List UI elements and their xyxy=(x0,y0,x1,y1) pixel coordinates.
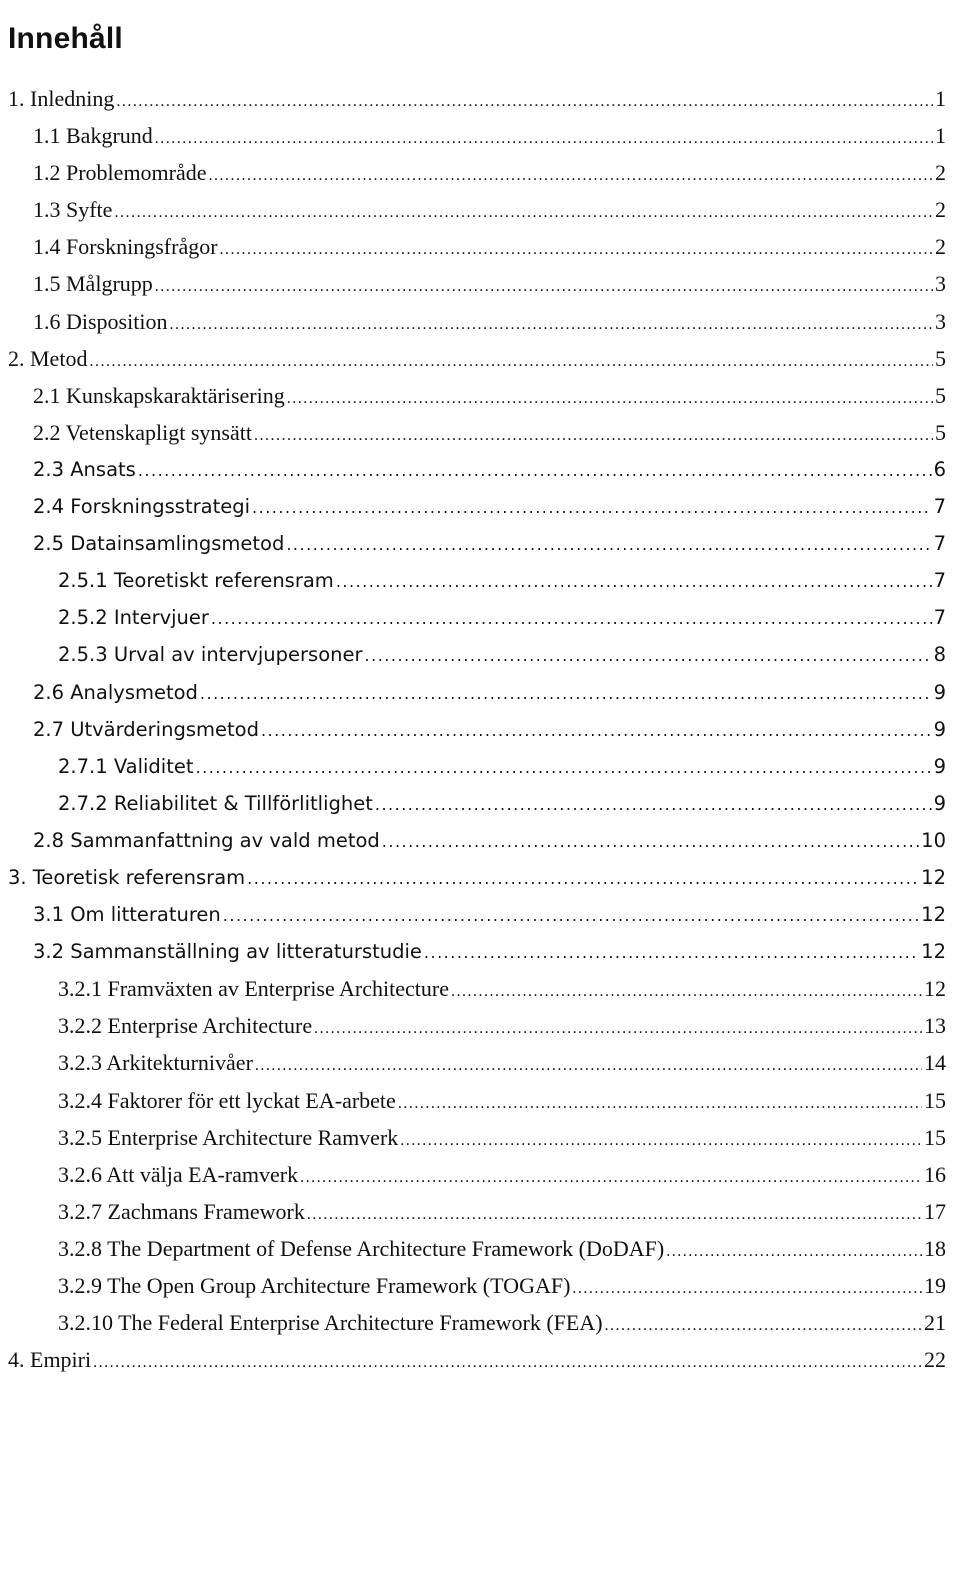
dot-leader xyxy=(116,83,933,120)
toc-entry[interactable] xyxy=(0,1044,946,1081)
toc-entry[interactable] xyxy=(0,896,946,933)
toc-entry-page-number: 14 xyxy=(924,1050,946,1076)
dot-leader xyxy=(336,563,932,600)
toc-entry[interactable] xyxy=(0,636,946,673)
toc-entry-title: 1.4 Forskningsfrågor xyxy=(33,234,218,260)
toc-entry-title: 2.5.3 Urval av intervjupersoner xyxy=(58,643,363,667)
toc-heading: Innehåll xyxy=(8,22,123,56)
toc-entry-title: 4. Empiri xyxy=(8,1347,92,1373)
toc-entry-page-number: 9 xyxy=(933,791,946,815)
toc-entry-title: 3.2.7 Zachmans Framework xyxy=(58,1198,305,1224)
toc-entry-title: 2.6 Analysmetod xyxy=(33,680,198,704)
dot-leader xyxy=(155,120,933,157)
toc-entry[interactable] xyxy=(0,1156,946,1193)
toc-entry-page-number: 12 xyxy=(921,865,946,889)
dot-leader xyxy=(398,1085,922,1122)
toc-entry-title: 2.5.2 Intervjuer xyxy=(58,606,209,630)
toc-entry-page-number: 5 xyxy=(935,382,946,408)
table-of-contents xyxy=(0,80,946,1378)
toc-entry[interactable] xyxy=(0,1119,946,1156)
dot-leader xyxy=(314,1010,922,1047)
toc-entry-title: 3.2.3 Arkitekturnivåer xyxy=(58,1050,253,1076)
toc-entry[interactable] xyxy=(0,1082,946,1119)
toc-entry-page-number: 7 xyxy=(933,606,946,630)
toc-entry-page-number: 9 xyxy=(933,717,946,741)
dot-leader xyxy=(93,1344,922,1381)
toc-entry-title: 1.2 Problemområde xyxy=(33,160,207,186)
dot-leader xyxy=(200,675,932,712)
toc-entry-page-number: 15 xyxy=(924,1087,946,1113)
toc-entry[interactable] xyxy=(0,1341,946,1378)
toc-entry-title: 3.1 Om litteraturen xyxy=(33,903,221,927)
toc-entry[interactable] xyxy=(0,785,946,822)
toc-entry-page-number: 12 xyxy=(921,940,946,964)
toc-entry[interactable] xyxy=(0,451,946,488)
toc-entry[interactable] xyxy=(0,1193,946,1230)
toc-entry[interactable] xyxy=(0,191,946,228)
toc-entry-page-number: 10 xyxy=(921,828,946,852)
toc-entry-title: 1.3 Syfte xyxy=(33,197,113,223)
toc-entry[interactable] xyxy=(0,1267,946,1304)
toc-entry[interactable] xyxy=(0,303,946,340)
toc-entry-page-number: 2 xyxy=(935,160,946,186)
toc-entry-title: 2.3 Ansats xyxy=(33,457,136,481)
toc-entry[interactable] xyxy=(0,1304,946,1341)
dot-leader xyxy=(209,157,933,194)
toc-entry[interactable] xyxy=(0,228,946,265)
dot-leader xyxy=(365,637,932,674)
dot-leader xyxy=(223,897,919,934)
dot-leader xyxy=(286,526,931,563)
toc-entry-title: 3.2.6 Att välja EA-ramverk xyxy=(58,1161,299,1187)
dot-leader xyxy=(138,452,932,489)
toc-entry-title: 1.1 Bakgrund xyxy=(33,123,153,149)
toc-entry[interactable] xyxy=(0,488,946,525)
toc-entry-page-number: 18 xyxy=(924,1235,946,1261)
dot-leader xyxy=(247,860,919,897)
toc-entry[interactable] xyxy=(0,859,946,896)
toc-entry[interactable] xyxy=(0,674,946,711)
dot-leader xyxy=(196,749,932,786)
toc-entry-page-number: 22 xyxy=(924,1347,946,1373)
dot-leader xyxy=(255,1047,922,1084)
dot-leader xyxy=(89,343,933,380)
dot-leader xyxy=(400,1122,922,1159)
dot-leader xyxy=(572,1270,922,1307)
toc-entry-page-number: 1 xyxy=(935,86,946,111)
toc-entry-title: 2.7.2 Reliabilitet & Tillförlitlighet xyxy=(58,791,373,815)
toc-entry-page-number: 9 xyxy=(933,680,946,704)
toc-entry-title: 3.2.4 Faktorer för ett lyckat EA-arbete xyxy=(58,1087,396,1113)
toc-entry[interactable] xyxy=(0,933,946,970)
toc-entry-page-number: 2 xyxy=(935,197,946,223)
toc-entry-page-number: 12 xyxy=(921,903,946,927)
toc-entry[interactable] xyxy=(0,748,946,785)
dot-leader xyxy=(252,489,932,526)
dot-leader xyxy=(287,380,933,417)
toc-entry[interactable] xyxy=(0,599,946,636)
dot-leader xyxy=(254,417,933,454)
toc-entry-page-number: 12 xyxy=(924,976,946,1002)
toc-entry[interactable] xyxy=(0,377,946,414)
toc-entry-title: 2.7 Utvärderingsmetod xyxy=(33,717,259,741)
toc-entry-page-number: 15 xyxy=(924,1124,946,1150)
toc-entry[interactable] xyxy=(0,265,946,302)
toc-entry-page-number: 5 xyxy=(935,419,946,445)
toc-entry[interactable] xyxy=(0,414,946,451)
toc-entry-title: 2.2 Vetenskapligt synsätt xyxy=(33,419,252,445)
dot-leader xyxy=(605,1307,922,1344)
dot-leader xyxy=(155,268,933,305)
toc-entry[interactable] xyxy=(0,1230,946,1267)
toc-entry-page-number: 7 xyxy=(933,569,946,593)
toc-entry-title: 2.8 Sammanfattning av vald metod xyxy=(33,828,380,852)
dot-leader xyxy=(666,1233,922,1270)
toc-entry-page-number: 8 xyxy=(933,643,946,667)
toc-entry[interactable] xyxy=(0,711,946,748)
toc-entry-page-number: 3 xyxy=(935,271,946,297)
toc-entry[interactable] xyxy=(0,822,946,859)
toc-entry-page-number: 1 xyxy=(935,123,946,149)
dot-leader xyxy=(451,973,922,1010)
toc-entry-title: 1.5 Målgrupp xyxy=(33,271,153,297)
toc-entry-title: 2.4 Forskningsstrategi xyxy=(33,495,251,519)
toc-entry-page-number: 7 xyxy=(933,532,946,556)
toc-entry-title: 3.2 Sammanställning av litteraturstudie xyxy=(33,940,422,964)
toc-entry-page-number: 13 xyxy=(924,1013,946,1039)
dot-leader xyxy=(114,194,933,231)
toc-entry-title: 2.7.1 Validitet xyxy=(58,754,194,778)
toc-entry-page-number: 5 xyxy=(935,345,946,371)
toc-entry-title: 1. Inledning xyxy=(8,86,115,111)
toc-entry-title: 3.2.10 The Federal Enterprise Architecture Framework (FEA) xyxy=(58,1310,603,1336)
toc-entry[interactable] xyxy=(0,970,946,1007)
toc-entry[interactable] xyxy=(0,154,946,191)
toc-entry-page-number: 21 xyxy=(924,1310,946,1336)
toc-entry-title: 3.2.8 The Department of Defense Architecture Framework (DoDAF) xyxy=(58,1235,665,1261)
toc-entry-title: 2.1 Kunskapskaraktärisering xyxy=(33,382,285,408)
dot-leader xyxy=(169,306,933,343)
dot-leader xyxy=(307,1196,922,1233)
dot-leader xyxy=(211,600,932,637)
toc-entry[interactable] xyxy=(0,562,946,599)
toc-entry[interactable] xyxy=(0,117,946,154)
toc-entry-title: 3.2.5 Enterprise Architecture Ramverk xyxy=(58,1124,399,1150)
toc-entry-title: 3.2.2 Enterprise Architecture xyxy=(58,1013,313,1039)
toc-entry-title: 2.5 Datainsamlingsmetod xyxy=(33,532,285,556)
toc-entry-page-number: 16 xyxy=(924,1161,946,1187)
dot-leader xyxy=(382,823,919,860)
toc-entry-page-number: 19 xyxy=(924,1273,946,1298)
toc-entry-title: 2. Metod xyxy=(8,345,88,371)
toc-entry-title: 2.5.1 Teoretiskt referensram xyxy=(58,569,334,593)
dot-leader xyxy=(300,1159,922,1196)
dot-leader xyxy=(220,231,933,268)
toc-entry[interactable] xyxy=(0,525,946,562)
toc-entry-title: 3.2.9 The Open Group Architecture Framework (TOGAF) xyxy=(58,1273,571,1298)
toc-entry-page-number: 3 xyxy=(935,308,946,334)
toc-entry-page-number: 7 xyxy=(933,495,946,519)
toc-entry[interactable] xyxy=(0,1007,946,1044)
toc-entry-title: 3.2.1 Framväxten av Enterprise Architecture xyxy=(58,976,449,1002)
dot-leader xyxy=(375,786,932,823)
toc-entry-title: 3. Teoretisk referensram xyxy=(8,865,246,889)
dot-leader xyxy=(261,712,932,749)
toc-entry-page-number: 2 xyxy=(935,234,946,260)
toc-entry[interactable] xyxy=(0,340,946,377)
toc-entry-title: 1.6 Disposition xyxy=(33,308,168,334)
toc-entry-page-number: 9 xyxy=(933,754,946,778)
toc-entry-page-number: 17 xyxy=(924,1198,946,1224)
toc-entry[interactable] xyxy=(0,80,946,117)
dot-leader xyxy=(424,934,919,971)
toc-entry-page-number: 6 xyxy=(933,457,946,481)
